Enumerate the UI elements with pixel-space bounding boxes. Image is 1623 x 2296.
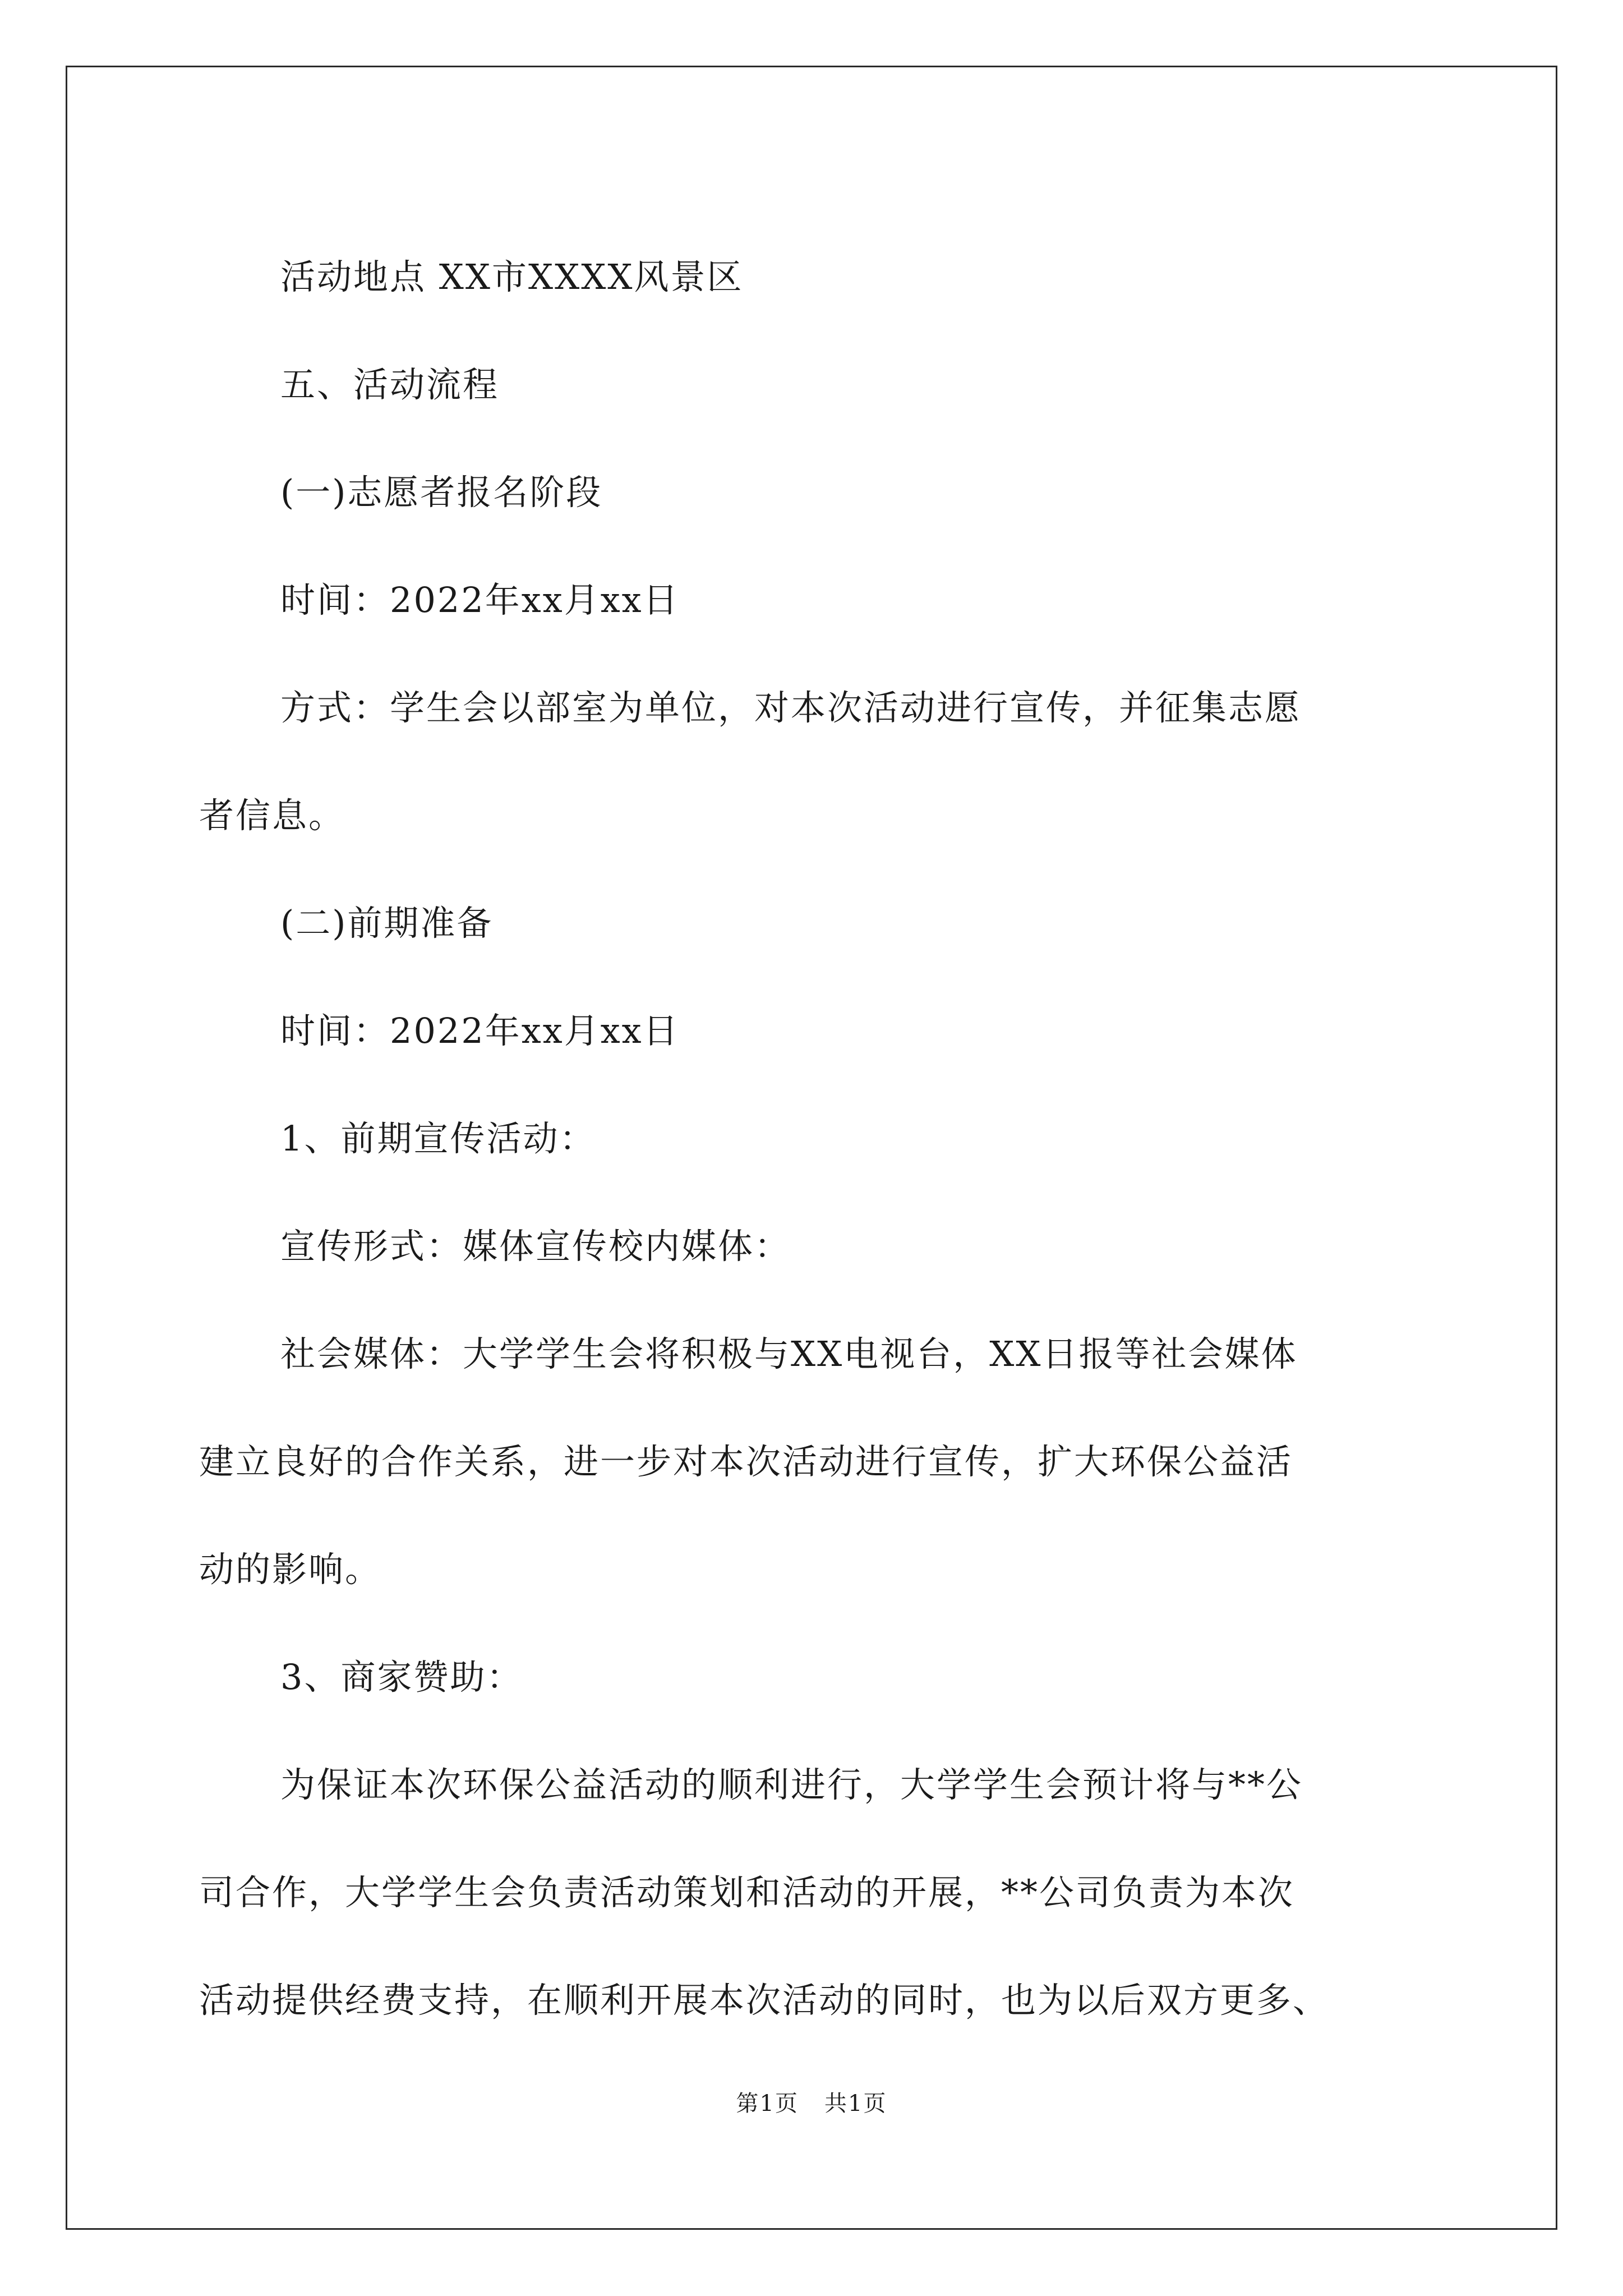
paragraph-social-media-line-1: 社会媒体：大学学生会将积极与XX电视台，XX日报等社会媒体 [280, 1333, 1298, 1374]
page-total: 共1页 [824, 2091, 887, 2116]
subheading-volunteer-signup: (一)志愿者报名阶段 [280, 472, 603, 513]
document-body [199, 223, 1433, 2054]
paragraph-social-media-line-3: 动的影响。 [199, 1549, 382, 1590]
paragraph-promotion-form: 宣传形式：媒体宣传校内媒体： [280, 1226, 791, 1267]
paragraph-sponsor-line-2: 司合作，大学学生会负责活动策划和活动的开展，**公司负责为本次 [199, 1872, 1295, 1913]
paragraph-sponsor-line-1: 为保证本次环保公益活动的顺利进行，大学学生会预计将与**公 [280, 1764, 1303, 1805]
heading-activity-flow: 五、活动流程 [280, 364, 500, 405]
paragraph-time-2: 时间：2022年xx月xx日 [280, 1010, 680, 1051]
paragraph-location: 活动地点 XX市XXXX风景区 [280, 256, 744, 297]
paragraph-method-line-1: 方式：学生会以部室为单位，对本次活动进行宣传，并征集志愿 [280, 687, 1302, 728]
item-promotion: 1、前期宣传活动： [280, 1118, 596, 1159]
item-sponsorship: 3、商家赞助： [280, 1657, 523, 1697]
paragraph-time-1: 时间：2022年xx月xx日 [280, 579, 680, 620]
paragraph-method-line-2: 者信息。 [199, 795, 345, 836]
page-footer [0, 2086, 1623, 2118]
subheading-preparation: (二)前期准备 [280, 903, 494, 944]
paragraph-sponsor-line-3: 活动提供经费支持，在顺利开展本次活动的同时，也为以后双方更多、 [199, 1980, 1330, 2021]
paragraph-social-media-line-2: 建立良好的合作关系，进一步对本次活动进行宣传，扩大环保公益活 [199, 1441, 1293, 1482]
page-number: 第1页 [736, 2091, 799, 2116]
